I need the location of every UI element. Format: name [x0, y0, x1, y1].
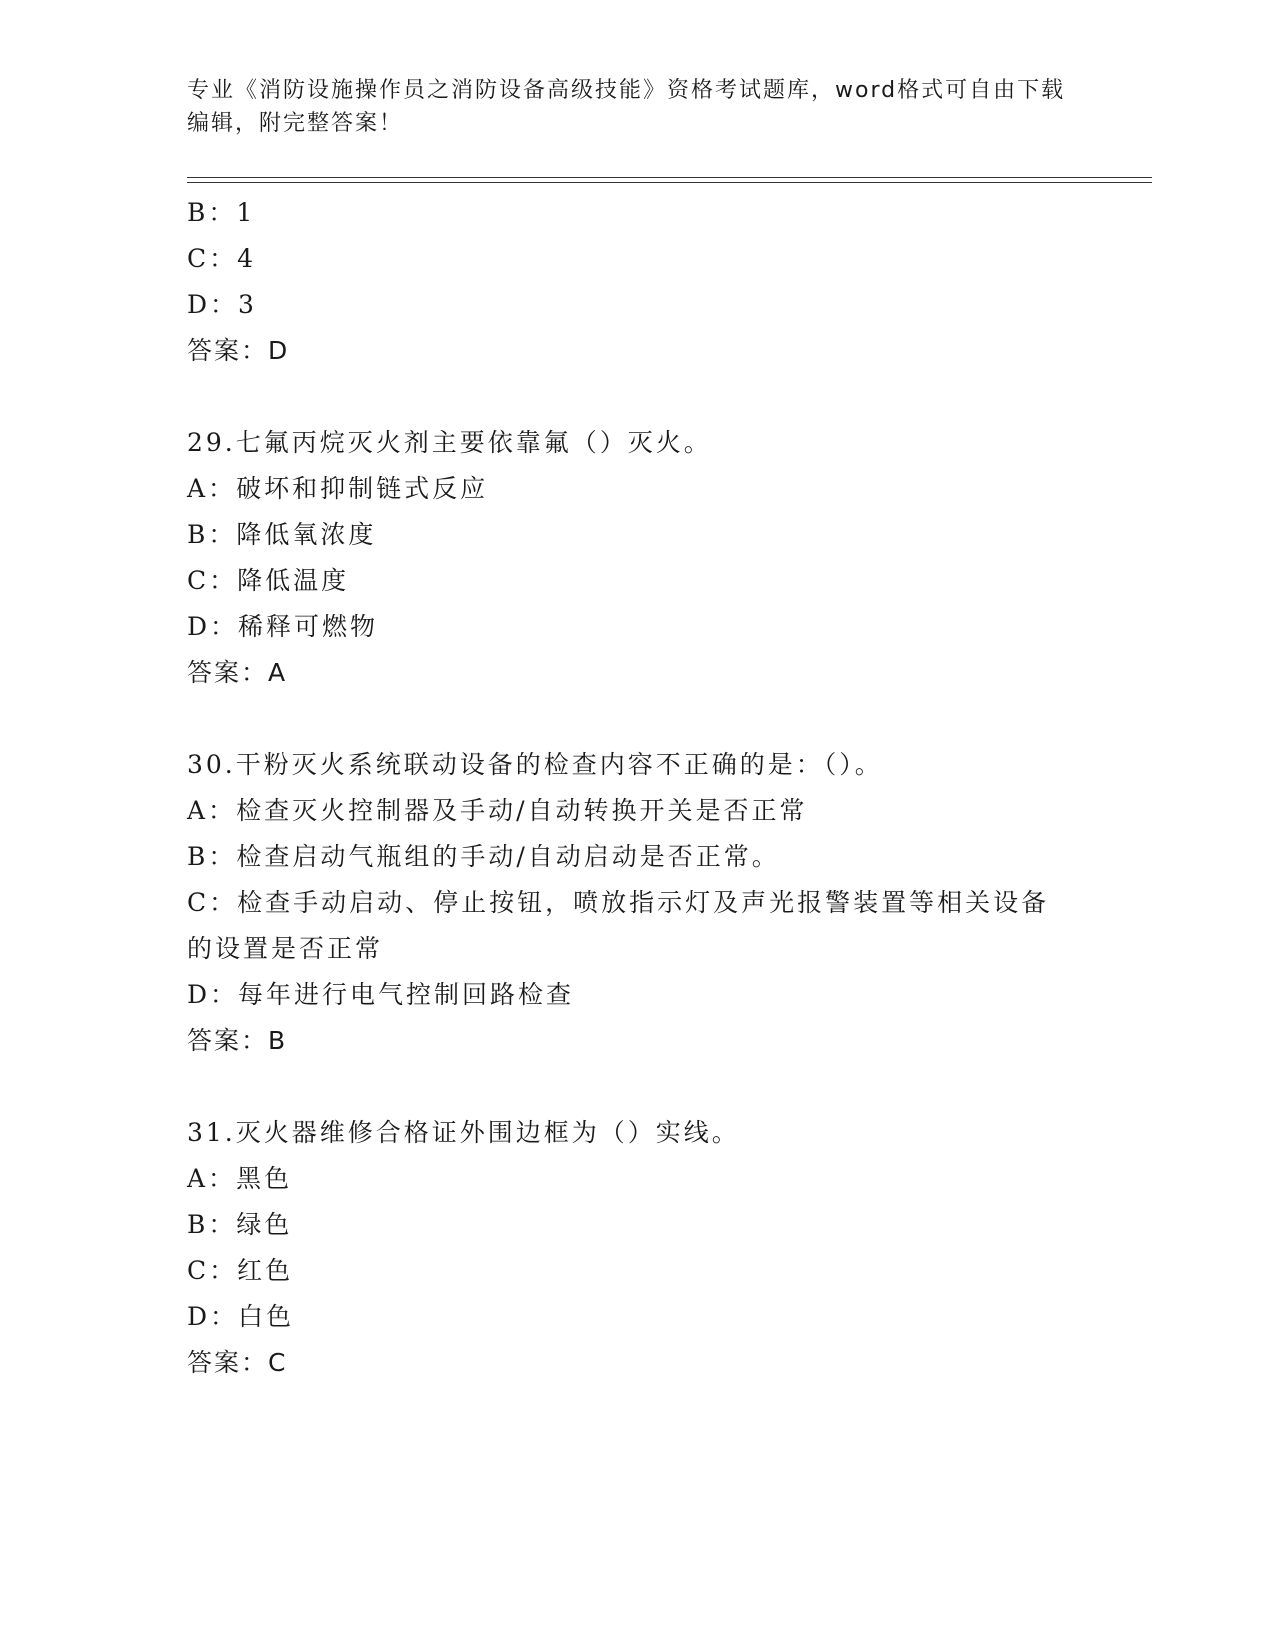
option-line: D：3 [187, 290, 257, 319]
option-line: C：4 [187, 244, 257, 273]
question-content [187, 190, 1087, 1386]
answer-line: 答案：C [187, 1348, 288, 1377]
header-rule-bottom [187, 182, 1152, 183]
option-line: A：破坏和抑制链式反应 [187, 474, 489, 503]
document-header: 专业《消防设施操作员之消防设备高级技能》资格考试题库，word格式可自由下载编辑，附完整答案！ [187, 78, 1066, 136]
option-line: A：检查灭火控制器及手动/自动转换开关是否正常 [187, 796, 808, 825]
option-line: C：红色 [187, 1256, 294, 1285]
option-line: D：稀释可燃物 [187, 612, 379, 641]
answer-line: 答案：D [187, 336, 290, 365]
option-line: A：黑色 [187, 1164, 293, 1193]
option-line: C：降低温度 [187, 566, 350, 595]
question-stem: 31.灭火器维修合格证外围边框为（）实线。 [187, 1118, 740, 1147]
option-line: B：检查启动气瓶组的手动/自动启动是否正常。 [187, 842, 780, 871]
option-line: D：白色 [187, 1302, 295, 1331]
answer-line: 答案：B [187, 1026, 288, 1055]
answer-line: 答案：A [187, 658, 288, 687]
option-line: B：降低氧浓度 [187, 520, 377, 549]
spacer [187, 1064, 1087, 1110]
option-line: C：检查手动启动、停止按钮，喷放指示灯及声光报警装置等相关设备的设置是否正常 [187, 888, 1050, 963]
question-stem: 30.干粉灭火系统联动设备的检查内容不正确的是：（）。 [187, 750, 883, 779]
header-rule-top [187, 177, 1152, 178]
option-line: B：绿色 [187, 1210, 293, 1239]
spacer [187, 696, 1087, 742]
option-line: D：每年进行电气控制回路检查 [187, 980, 575, 1009]
spacer [187, 374, 1087, 420]
option-line: B：1 [187, 198, 256, 227]
question-stem: 29.七氟丙烷灭火剂主要依靠氟（）灭火。 [187, 428, 712, 457]
